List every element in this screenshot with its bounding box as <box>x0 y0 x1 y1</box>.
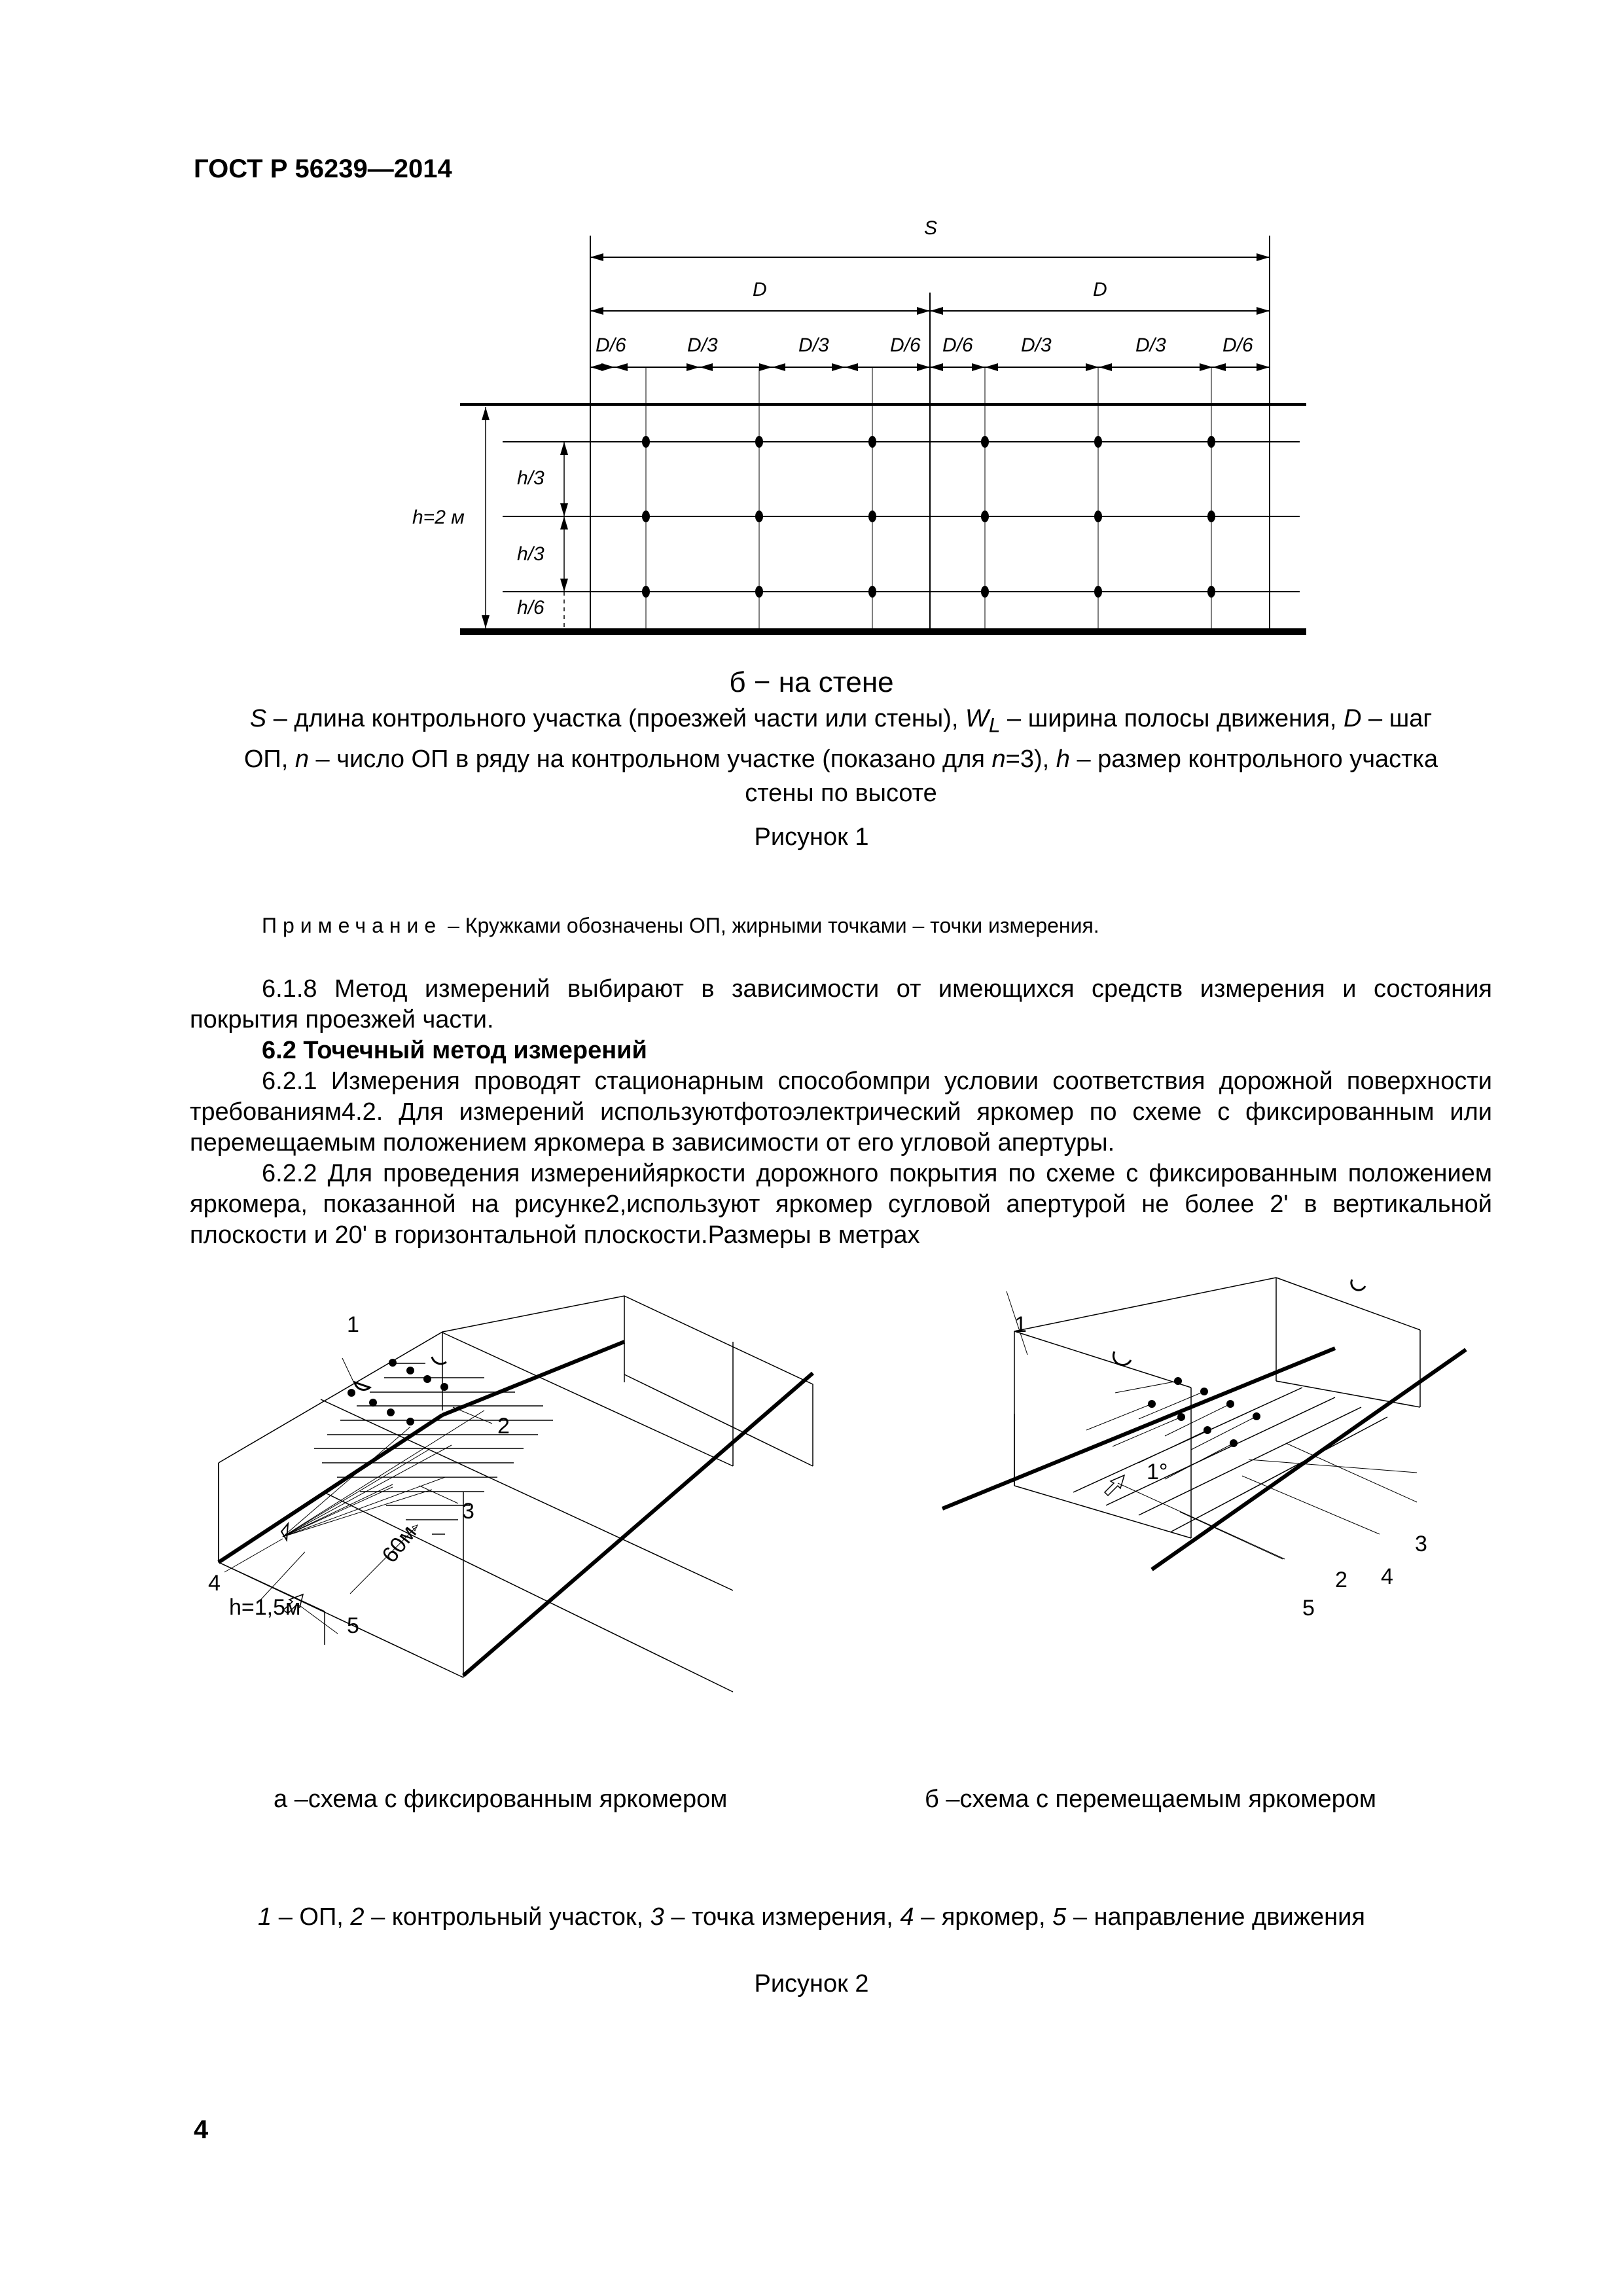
fig2b-label-4: 4 <box>1381 1564 1393 1589</box>
label-h: h=2 м <box>412 507 465 528</box>
label-d-left: D <box>753 279 767 300</box>
label-s: S <box>924 217 938 239</box>
fig2a-distance-label: 60м <box>377 1520 421 1568</box>
legend-text: – контрольный участок, <box>364 1903 651 1931</box>
note-label: Примечание <box>262 914 442 937</box>
legend-text: =3), <box>1005 745 1056 773</box>
legend-number: 1 <box>258 1903 272 1931</box>
section-heading-6-2: 6.2 Точечный метод измерений <box>262 1037 647 1064</box>
page-number: 4 <box>194 2115 209 2144</box>
fig2a-label-2: 2 <box>497 1414 510 1439</box>
note <box>262 914 1099 938</box>
body-text <box>190 974 1492 1251</box>
label-h3: h/3 <box>517 543 544 565</box>
legend-number: 4 <box>900 1903 914 1931</box>
legend-text: – размер контрольного участка <box>1069 745 1438 773</box>
fig2a-label-4: 4 <box>208 1571 221 1596</box>
legend-text: ОП, <box>243 745 295 773</box>
figure2-diagrams <box>0 1276 1623 1774</box>
legend-text: – направление движения <box>1066 1903 1365 1931</box>
label-d-right: D <box>1093 279 1107 300</box>
legend-number: 3 <box>650 1903 664 1931</box>
figure2b-caption: б –схема с перемещаемым яркомером <box>925 1785 1376 1813</box>
figure1-legend <box>190 702 1492 810</box>
label-d6: D/6 <box>942 334 973 356</box>
figure1-wall-diagram <box>0 0 1623 655</box>
legend-text: – длина контрольного участка (проезжей части или стены), <box>266 705 965 732</box>
legend-number: 5 <box>1052 1903 1067 1931</box>
legend-symbol: h <box>1056 745 1070 773</box>
legend-text: – точка измерения, <box>664 1903 901 1931</box>
figure1-subcaption: б − на стене <box>729 666 894 698</box>
label-d3: D/3 <box>1021 334 1052 356</box>
label-d3: D/3 <box>798 334 829 356</box>
figure2-legend <box>0 1903 1623 1931</box>
fig2b-label-2: 2 <box>1335 1568 1347 1592</box>
fig2a-label-5: 5 <box>347 1613 359 1638</box>
fig2b-label-1: 1 <box>1014 1312 1027 1337</box>
legend-text: – шаг <box>1361 705 1433 732</box>
fig2b-label-5: 5 <box>1302 1596 1315 1621</box>
fig2a-label-1: 1 <box>347 1312 359 1337</box>
legend-symbol: W <box>965 705 989 732</box>
legend-text: – ширина полосы движения, <box>1000 705 1344 732</box>
legend-text: – яркомер, <box>914 1903 1053 1931</box>
legend-text: – ОП, <box>272 1903 351 1931</box>
legend-text: стены по высоте <box>745 779 937 807</box>
label-d6: D/6 <box>890 334 921 356</box>
legend-symbol: D <box>1344 705 1362 732</box>
paragraph-6-2-2: 6.2.2 Для проведения измеренийяркости дорожного покрытия по схеме с фиксированным положением яркомера, показанной на рисунке2,используют яркомер сугловой апертурой не более 2' в вертикальной плоскости и 20' в горизонтальной плоскости.Размеры в метрах <box>190 1160 1492 1249</box>
label-d6: D/6 <box>596 334 626 356</box>
label-d3: D/3 <box>1135 334 1166 356</box>
fig2a-height-label: h=1,5м <box>229 1595 301 1620</box>
label-h6: h/6 <box>517 597 544 619</box>
legend-number: 2 <box>350 1903 365 1931</box>
figure2-title: Рисунок 2 <box>754 1970 869 1998</box>
figure2a-caption: а –схема с фиксированным яркомером <box>274 1785 728 1813</box>
label-h3: h/3 <box>517 467 544 489</box>
legend-symbol: n <box>294 745 309 773</box>
legend-subscript: L <box>988 713 1001 737</box>
fig2b-angle-label: 1° <box>1147 1460 1168 1484</box>
fig2b-label-3: 3 <box>1415 1532 1427 1556</box>
fig2a-label-3: 3 <box>462 1499 474 1524</box>
standard-header: ГОСТ Р 56239—2014 <box>194 154 452 183</box>
label-d3: D/3 <box>687 334 718 356</box>
legend-text: – число ОП в ряду на контрольном участке (показано для <box>308 745 992 773</box>
figure1-title: Рисунок 1 <box>754 823 869 851</box>
figure2a-fixed-meter-diagram <box>0 1276 813 1692</box>
label-d6: D/6 <box>1222 334 1253 356</box>
paragraph-6-2-1: 6.2.1 Измерения проводят стационарным способомпри условии соответствия дорожной поверхности требованиям4.2. Для измерений используютфотоэлектрический яркомер по схеме с фиксированным или перемещаемым положением яркомера в зависимости от его угловой апертуры. <box>190 1067 1492 1157</box>
legend-symbol: n <box>991 745 1006 773</box>
note-text: – Кружками обозначены ОП, жирными точками – точки измерения. <box>442 914 1099 937</box>
paragraph-6-1-8: 6.1.8 Метод измерений выбирают в зависимости от имеющихся средств измерения и состояния покрытия проезжей части. <box>190 975 1492 1033</box>
legend-symbol: S <box>249 705 267 732</box>
